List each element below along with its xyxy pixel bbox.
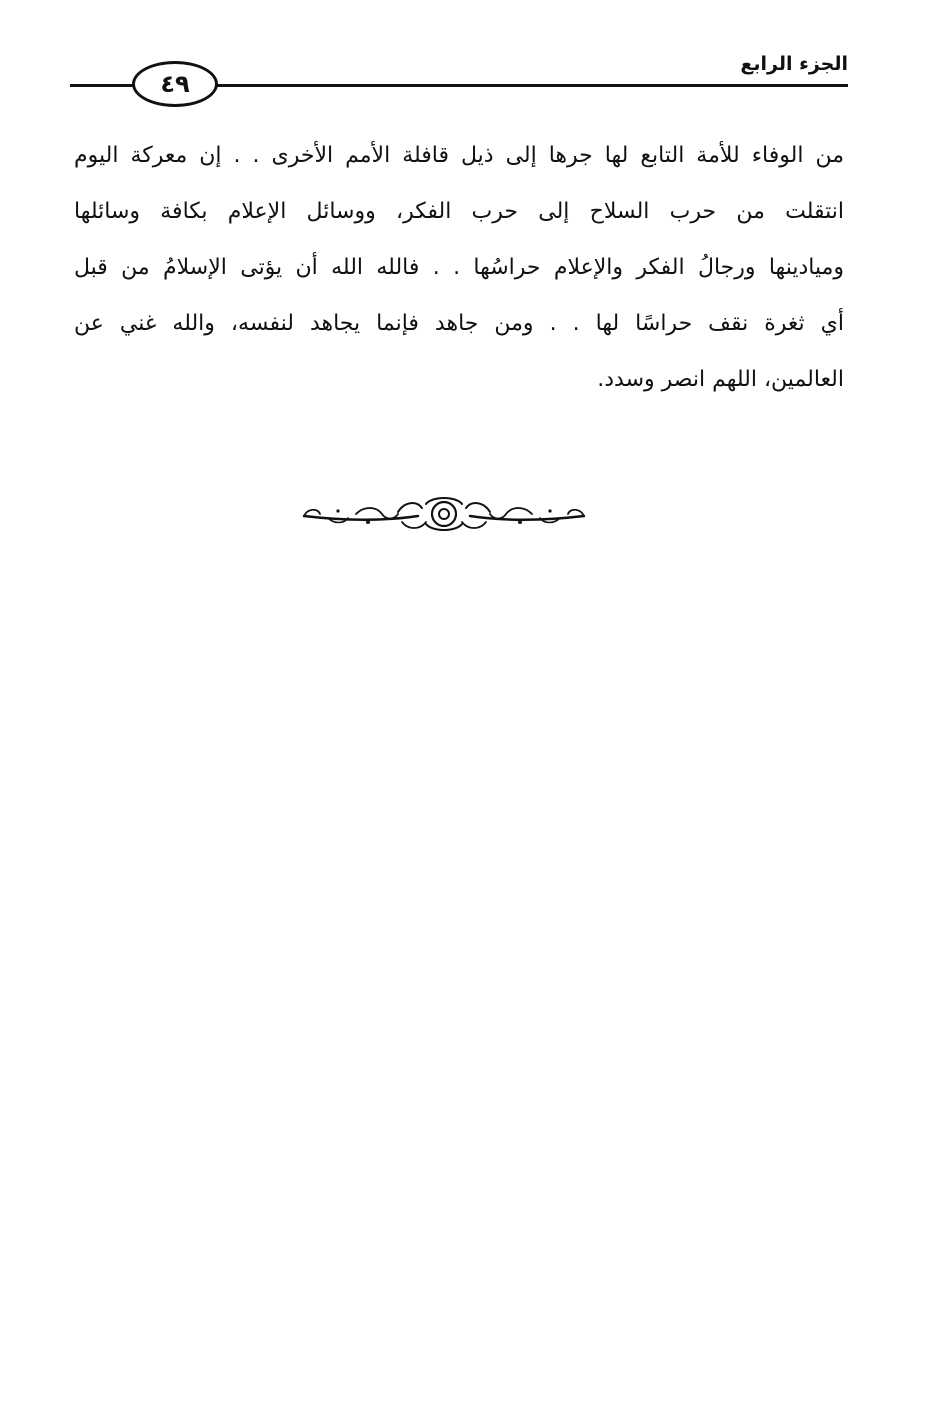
text-line: العالمين، اللهم انصر وسدد.	[597, 367, 844, 392]
text-line: انتقلت من حرب السلاح إلى حرب الفكر، ووسائل الإعلام بكافة وسائلها	[74, 199, 844, 224]
text-line: أي ثغرة نقف حراسًا لها . . ومن جاهد فإنما يجاهد لنفسه، والله غني عن	[74, 311, 844, 336]
running-title: الجزء الرابع	[740, 53, 848, 75]
floral-divider-icon	[298, 494, 590, 534]
page-number: ٤٩	[160, 70, 190, 98]
text-line: من الوفاء للأمة التابع لها جرها إلى ذيل قافلة الأمم الأخرى . . إن معركة اليوم	[74, 143, 844, 168]
text-line: وميادينها ورجالُ الفكر والإعلام حراسُها . . فالله الله أن يؤتى الإسلامُ من قبل	[74, 255, 844, 280]
page-header	[70, 40, 848, 110]
body-text	[74, 128, 844, 408]
page-number-frame	[132, 61, 218, 107]
